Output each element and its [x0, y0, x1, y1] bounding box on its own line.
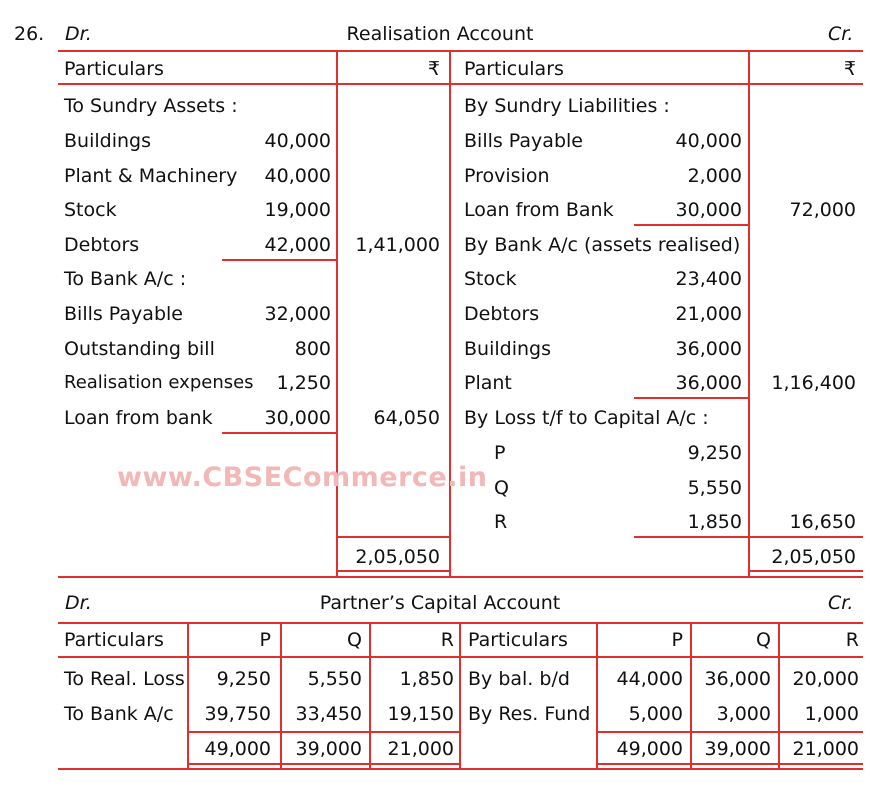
ledger-label: Loan from bank	[64, 407, 213, 429]
realisation-title: Realisation Account	[346, 23, 534, 45]
column-header: R	[440, 629, 454, 651]
ledger-label: Debtors	[64, 234, 140, 256]
ledger-subtotal: 72,000	[789, 199, 856, 221]
capital-total: 49,000	[616, 738, 683, 760]
ledger-label: Plant & Machinery	[64, 165, 238, 187]
ledger-amount: 32,000	[264, 303, 331, 325]
capital-total-rule	[596, 731, 863, 733]
realisation-bottom-rule	[58, 576, 863, 578]
total-double-rule	[750, 570, 863, 572]
ledger-label: Bills Payable	[464, 130, 583, 152]
ledger-amount: 30,000	[675, 199, 742, 221]
total-rule	[336, 536, 450, 538]
column-header: Particulars	[64, 58, 164, 80]
realisation-divider	[336, 50, 338, 576]
capital-amount: 5,550	[307, 668, 362, 690]
column-header: Q	[347, 629, 362, 651]
ledger-amount: 36,000	[675, 372, 742, 394]
ledger-label: Stock	[464, 268, 517, 290]
total-rule	[750, 536, 863, 538]
capital-label: By Res. Fund	[468, 703, 591, 725]
ledger-label: Buildings	[64, 130, 151, 152]
ledger-amount: 5,550	[687, 477, 742, 499]
capital-total-rule	[187, 731, 461, 733]
capital-total: 49,000	[204, 738, 271, 760]
column-header: R	[845, 629, 859, 651]
ledger-amount: 2,000	[687, 165, 742, 187]
subtotal-rule	[634, 397, 748, 399]
ledger-amount: 9,250	[687, 442, 742, 464]
ledger-subtotal: 1,16,400	[771, 372, 856, 394]
capital-amount: 36,000	[704, 668, 771, 690]
ledger-subtotal: 1,41,000	[355, 234, 440, 256]
capital-amount: 9,250	[216, 668, 271, 690]
ledger-amount: 40,000	[264, 130, 331, 152]
ledger-subtotal: 16,650	[789, 511, 856, 533]
column-header: ₹	[427, 58, 440, 80]
realisation-top-rule	[58, 50, 863, 52]
ledger-amount: 42,000	[264, 234, 331, 256]
capital-total: 21,000	[387, 738, 454, 760]
total-double-rule	[336, 570, 450, 572]
ledger-amount: 36,000	[675, 338, 742, 360]
capital-total: 21,000	[792, 738, 859, 760]
subtotal-rule	[634, 536, 748, 538]
capital-amount: 44,000	[616, 668, 683, 690]
ledger-label: Debtors	[464, 303, 540, 325]
ledger-label: Plant	[464, 372, 512, 394]
ledger-subtotal: 64,050	[373, 407, 440, 429]
capital-divider	[459, 622, 461, 768]
capital-amount: 19,150	[387, 703, 454, 725]
question-number: 26.	[14, 23, 45, 45]
cr-label: Cr.	[828, 592, 854, 614]
subtotal-rule	[222, 432, 336, 434]
ledger-label: By Loss t/f to Capital A/c :	[464, 407, 709, 429]
ledger-label: To Sundry Assets :	[64, 95, 238, 117]
ledger-amount: 1,250	[276, 372, 331, 394]
capital-label: To Bank A/c	[64, 703, 174, 725]
column-header: Particulars	[64, 629, 164, 651]
ledger-label: Realisation expenses	[64, 372, 254, 393]
capital-label: By bal. b/d	[468, 668, 570, 690]
column-header: Particulars	[464, 58, 564, 80]
column-header: P	[671, 629, 683, 651]
ledger-label: Loan from Bank	[464, 199, 614, 221]
capital-amount: 3,000	[716, 703, 771, 725]
ledger-amount: 19,000	[264, 199, 331, 221]
capital-total: 39,000	[704, 738, 771, 760]
capital-title: Partner’s Capital Account	[319, 592, 561, 614]
realisation-total-right: 2,05,050	[771, 546, 856, 568]
ledger-amount: 800	[294, 338, 331, 360]
ledger-amount: 23,400	[675, 268, 742, 290]
ledger-amount: 21,000	[675, 303, 742, 325]
capital-amount: 5,000	[628, 703, 683, 725]
cr-label: Cr.	[828, 23, 854, 45]
subtotal-rule	[222, 259, 336, 261]
column-header: Particulars	[468, 629, 568, 651]
capital-total: 39,000	[295, 738, 362, 760]
ledger-label: Stock	[64, 199, 117, 221]
capital-amount: 1,000	[804, 703, 859, 725]
realisation-total-left: 2,05,050	[355, 546, 440, 568]
capital-amount: 39,750	[204, 703, 271, 725]
capital-double-rule	[596, 763, 863, 765]
capital-label: To Real. Loss	[64, 668, 185, 690]
capital-amount: 33,450	[295, 703, 362, 725]
ledger-label: P	[494, 442, 506, 464]
capital-bottom-rule	[58, 768, 863, 770]
column-header: P	[259, 629, 271, 651]
ledger-label: By Bank A/c (assets realised)	[464, 234, 741, 256]
dr-label: Dr.	[65, 23, 92, 45]
realisation-divider	[748, 50, 750, 576]
ledger-amount: 1,850	[687, 511, 742, 533]
ledger-amount: 30,000	[264, 407, 331, 429]
ledger-label: By Sundry Liabilities :	[464, 95, 670, 117]
capital-amount: 20,000	[792, 668, 859, 690]
ledger-label: To Bank A/c :	[64, 268, 187, 290]
ledger-label: Q	[494, 477, 509, 499]
realisation-header-rule	[58, 83, 863, 85]
ledger-label: Provision	[464, 165, 550, 187]
column-header: ₹	[843, 58, 856, 80]
ledger-label: R	[494, 511, 508, 533]
capital-amount: 1,850	[399, 668, 454, 690]
subtotal-rule	[634, 224, 748, 226]
dr-label: Dr.	[65, 592, 92, 614]
ledger-label: Bills Payable	[64, 303, 183, 325]
column-header: Q	[756, 629, 771, 651]
ledger-label: Buildings	[464, 338, 551, 360]
ledger-label: Outstanding bill	[64, 338, 215, 360]
watermark: www.CBSECommerce.in	[117, 462, 488, 493]
ledger-amount: 40,000	[264, 165, 331, 187]
ledger-amount: 40,000	[675, 130, 742, 152]
realisation-divider	[449, 50, 451, 576]
capital-double-rule	[187, 763, 461, 765]
